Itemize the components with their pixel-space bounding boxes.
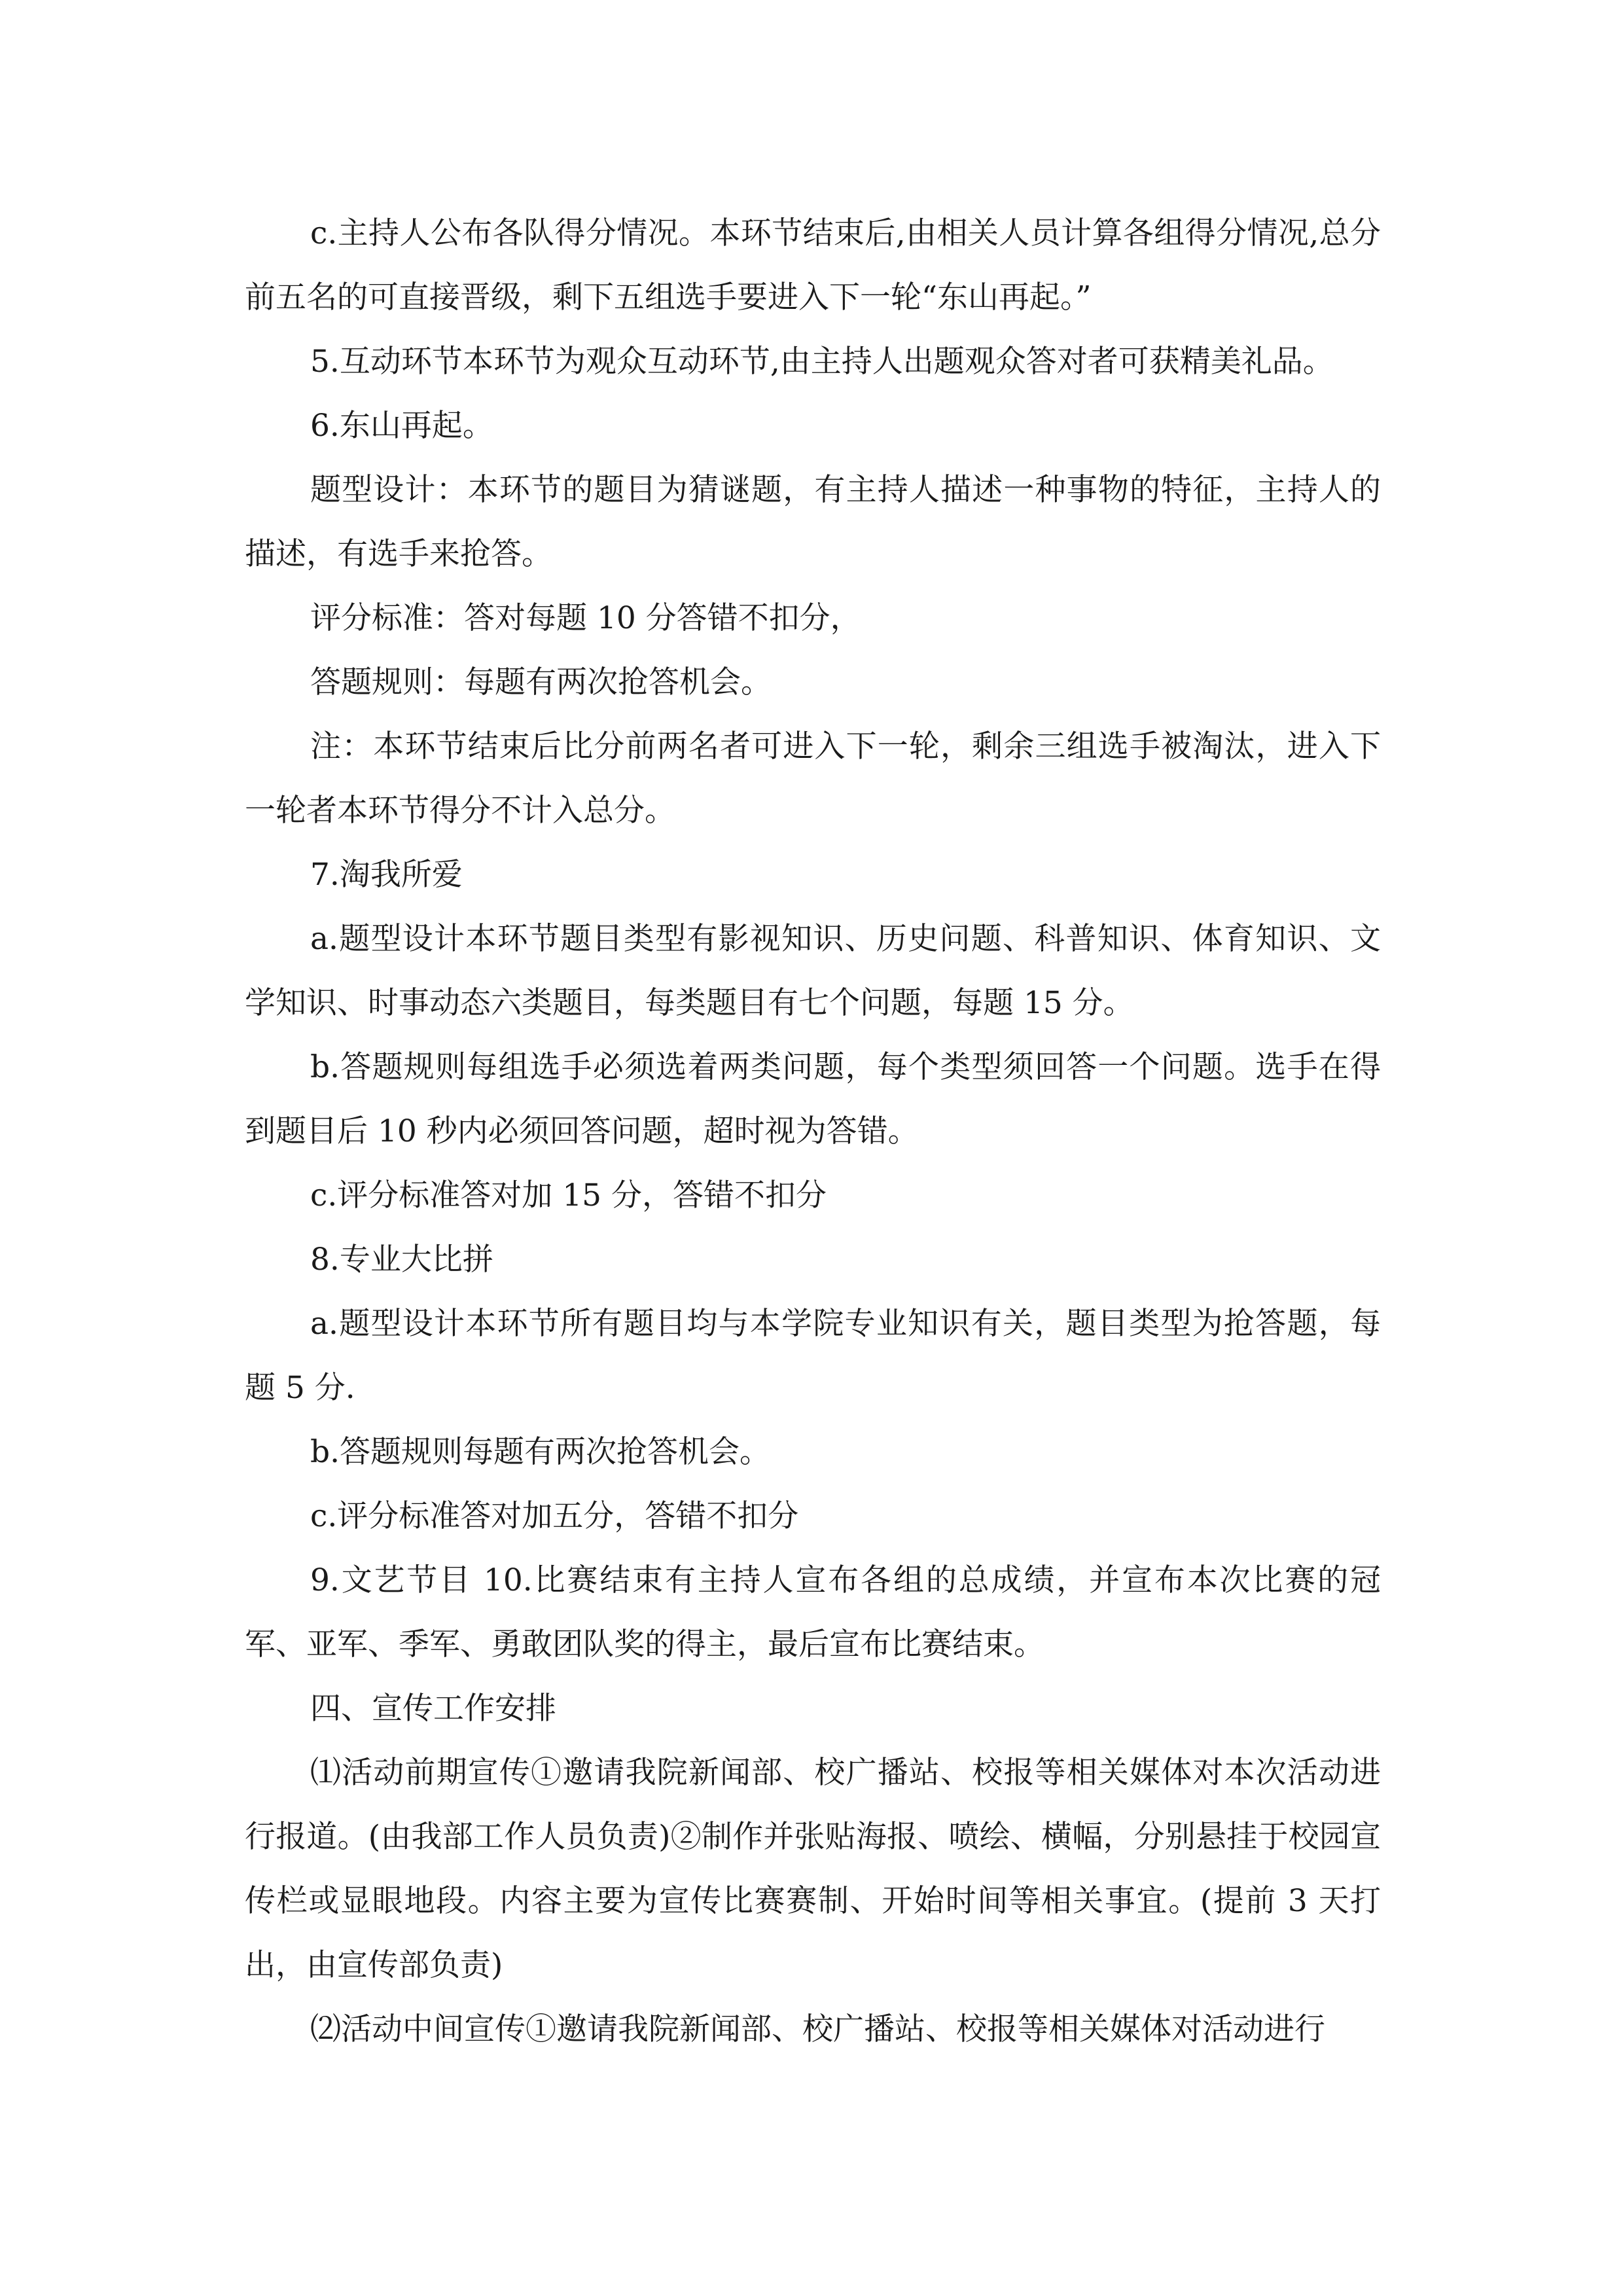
paragraph: 题型设计：本环节的题目为猜谜题，有主持人描述一种事物的特征，主持人的描述，有选手来抢答。 <box>245 472 1381 572</box>
paragraph: a.题型设计本环节题目类型有影视知识、历史问题、科普知识、体育知识、文学知识、时事动态六类题目，每类题目有七个问题，每题 15 分。 <box>245 921 1381 1021</box>
paragraph: c.评分标准答对加 15 分，答错不扣分 <box>310 1177 827 1213</box>
paragraph: 6.东山再起。 <box>310 408 493 444</box>
paragraph: a.题型设计本环节所有题目均与本学院专业知识有关，题目类型为抢答题，每题 5 分. <box>245 1306 1381 1406</box>
paragraph: ⑴活动前期宣传①邀请我院新闻部、校广播站、校报等相关媒体对本次活动进行报道。(由我部工作人员负责)②制作并张贴海报、喷绘、横幅，分别悬挂于校园宣传栏或显眼地段。内容主要为宣传比赛赛制、开始时间等相关事宜。(提前 3 天打出，由宣传部负责) <box>245 1755 1381 1983</box>
paragraph: 评分标准：答对每题 10 分答错不扣分， <box>310 600 861 636</box>
paragraph: 9.文艺节目 10.比赛结束有主持人宣布各组的总成绩，并宣布本次比赛的冠军、亚军、季军、勇敢团队奖的得主，最后宣布比赛结束。 <box>245 1562 1381 1662</box>
paragraph: c.主持人公布各队得分情况。本环节结束后,由相关人员计算各组得分情况,总分前五名的可直接晋级，剩下五组选手要进入下一轮“东山再起。” <box>245 215 1381 315</box>
section-heading: 7.淘我所爱 <box>310 857 463 893</box>
paragraph: b.答题规则每组选手必须选着两类问题，每个类型须回答一个问题。选手在得到题目后 10 秒内必须回答问题，超时视为答错。 <box>245 1049 1381 1149</box>
document-body <box>245 202 1381 2062</box>
paragraph: 注：本环节结束后比分前两名者可进入下一轮，剩余三组选手被淘汰，进入下一轮者本环节得分不计入总分。 <box>245 728 1381 829</box>
section-heading: 8.专业大比拼 <box>310 1242 493 1278</box>
paragraph: ⑵活动中间宣传①邀请我院新闻部、校广播站、校报等相关媒体对活动进行 <box>310 2011 1325 2047</box>
section-heading: 四、宣传工作安排 <box>310 1691 556 1727</box>
paragraph: 答题规则：每题有两次抢答机会。 <box>310 664 772 700</box>
paragraph: 5.互动环节本环节为观众互动环节,由主持人出题观众答对者可获精美礼品。 <box>310 344 1334 380</box>
paragraph: c.评分标准答对加五分，答错不扣分 <box>310 1498 799 1534</box>
paragraph: b.答题规则每题有两次抢答机会。 <box>310 1434 771 1470</box>
